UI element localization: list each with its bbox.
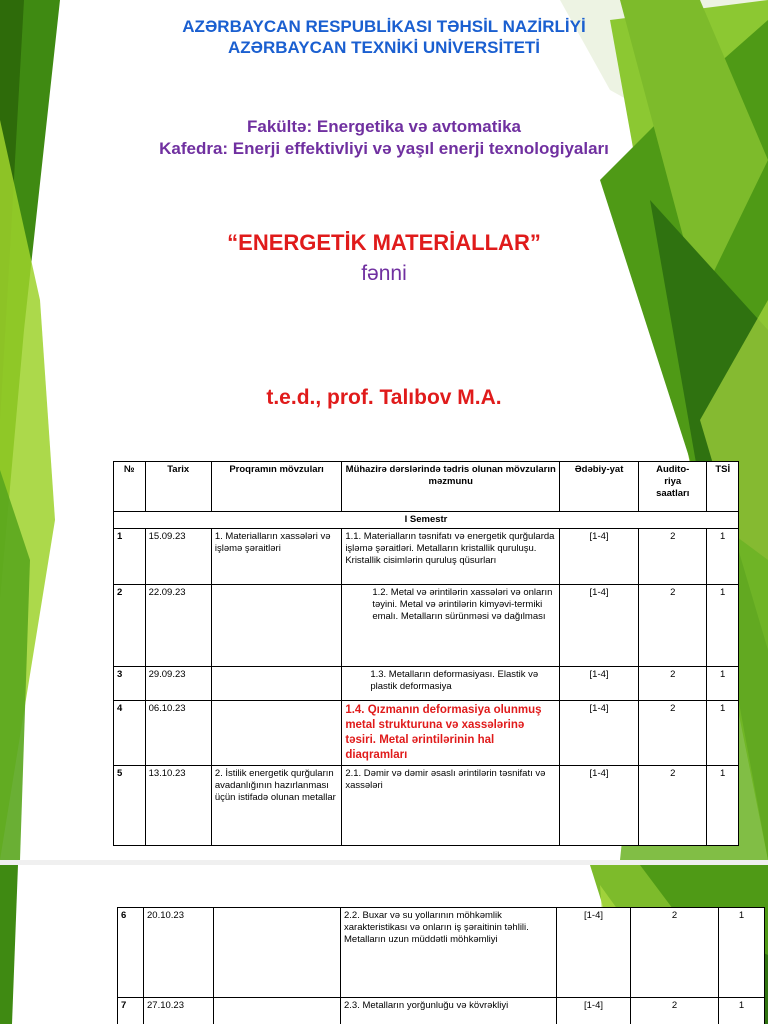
row-topic: 2.3. Metalların yorğunluğu və kövrəkliyi: [341, 998, 557, 1024]
header-lecture-line2: məzmunu: [428, 476, 473, 487]
schedule-slide-continued: [0, 865, 768, 1024]
row-hours: 2: [639, 529, 707, 585]
row-hours: 2: [639, 585, 707, 667]
schedule-table-continued: [117, 907, 765, 1024]
header-literature: Ədəbiy-yat: [560, 462, 639, 512]
row-no: 6: [118, 908, 144, 998]
author-name: t.e.d., prof. Talıbov M.A.: [266, 386, 502, 409]
row-hours: 2: [639, 766, 707, 846]
row-program: [214, 908, 341, 998]
row-literature: [1-4]: [557, 908, 631, 998]
header-lecture-line1: Mühazirə dərslərində tədris olunan mövzuların: [345, 464, 556, 475]
row-no: 2: [114, 585, 146, 667]
row-literature: [1-4]: [560, 585, 639, 667]
row-tsi: 1: [707, 529, 739, 585]
faculty-line: Fakültə: Energetika və avtomatika: [246, 117, 521, 136]
header-program: Proqramın mövzuları: [211, 462, 341, 512]
row-topic: 1.2. Metal və ərintilərin xassələri və onların təyini. Metal və ərintilərin kimyəvi-termiki emalı. Metalların sürünməsi və dağılması: [342, 585, 560, 667]
row-tsi: 1: [707, 701, 739, 766]
table-row: [118, 998, 765, 1024]
table-row: [114, 766, 739, 846]
row-program: 2. İstilik energetik qurğuların avadanlığının hazırlanması üçün istifadə olunan metallar: [211, 766, 341, 846]
row-no: 4: [114, 701, 146, 766]
row-no: 5: [114, 766, 146, 846]
ministry-header: [0, 16, 768, 58]
row-topic: 1.3. Metalların deformasiyası. Elastik və plastik deformasiya: [342, 667, 560, 701]
faculty-header: [0, 116, 768, 160]
header-tsi: TSİ: [707, 462, 739, 512]
row-program: [211, 585, 341, 667]
row-tsi: 1: [719, 908, 765, 998]
semester-row: [114, 512, 739, 529]
row-tsi: 1: [707, 585, 739, 667]
table-header-row: [114, 462, 739, 512]
table-row: [114, 701, 739, 766]
row-date: 27.10.23: [144, 998, 214, 1024]
ministry-line1: AZƏRBAYCAN RESPUBLİKASI TƏHSİL NAZİRLİYİ: [182, 17, 586, 36]
row-literature: [1-4]: [560, 667, 639, 701]
header-hours-line2: riya: [664, 476, 682, 487]
row-hours: 2: [639, 701, 707, 766]
department-line: Kafedra: Enerji effektivliyi və yaşıl enerji texnologiyaları: [159, 139, 609, 158]
row-date: 29.09.23: [145, 667, 211, 701]
course-title: “ENERGETİK MATERİALLAR”: [227, 230, 541, 255]
row-hours: 2: [631, 908, 719, 998]
row-no: 1: [114, 529, 146, 585]
row-program: [211, 701, 341, 766]
row-program: 1. Materialların xassələri və işləmə şəraitləri: [211, 529, 341, 585]
schedule-table: [113, 461, 739, 846]
header-date: Tarix: [145, 462, 211, 512]
header-hours: [639, 462, 707, 512]
row-literature: [1-4]: [557, 998, 631, 1024]
row-date: 15.09.23: [145, 529, 211, 585]
row-date: 06.10.23: [145, 701, 211, 766]
row-date: 13.10.23: [145, 766, 211, 846]
row-date: 22.09.23: [145, 585, 211, 667]
header-hours-line3: saatları: [656, 488, 690, 499]
row-hours: 2: [639, 667, 707, 701]
row-tsi: 1: [719, 998, 765, 1024]
table-row: [118, 908, 765, 998]
row-topic: 2.1. Dəmir və dəmir əsaslı ərintilərin təsnifatı və xassələri: [342, 766, 560, 846]
row-topic: 2.2. Buxar və su yollarının möhkəmlik xarakteristikası və onların iş şəraitinin təhlili. Metalların uzun müddətli möhkəmliyi: [341, 908, 557, 998]
row-tsi: 1: [707, 667, 739, 701]
row-no: 3: [114, 667, 146, 701]
header-hours-line1: Audito-: [656, 464, 690, 475]
course-subtitle: fənni: [361, 262, 407, 285]
row-literature: [1-4]: [560, 701, 639, 766]
row-topic: 1.1. Materialların təsnifatı və energetik qurğularda işləmə şəraitləri. Metalların kristallik quruluşu. Kristallik cisimlərin quruluş qüsurları: [342, 529, 560, 585]
table-row: [114, 667, 739, 701]
row-no: 7: [118, 998, 144, 1024]
table-row: [114, 529, 739, 585]
semester-label: I Semestr: [114, 512, 739, 529]
row-topic: 1.4. Qızmanın deformasiya olunmuş metal strukturuna və xassələrinə təsiri. Metal ərintilərinin hal diaqramları: [342, 701, 560, 766]
row-date: 20.10.23: [144, 908, 214, 998]
header-no: №: [114, 462, 146, 512]
row-hours: 2: [631, 998, 719, 1024]
row-tsi: 1: [707, 766, 739, 846]
header-lecture: [342, 462, 560, 512]
row-literature: [1-4]: [560, 766, 639, 846]
ministry-line2: AZƏRBAYCAN TEXNİKİ UNİVERSİTETİ: [227, 38, 541, 57]
row-program: [214, 998, 341, 1024]
row-literature: [1-4]: [560, 529, 639, 585]
table-row: [114, 585, 739, 667]
row-program: [211, 667, 341, 701]
